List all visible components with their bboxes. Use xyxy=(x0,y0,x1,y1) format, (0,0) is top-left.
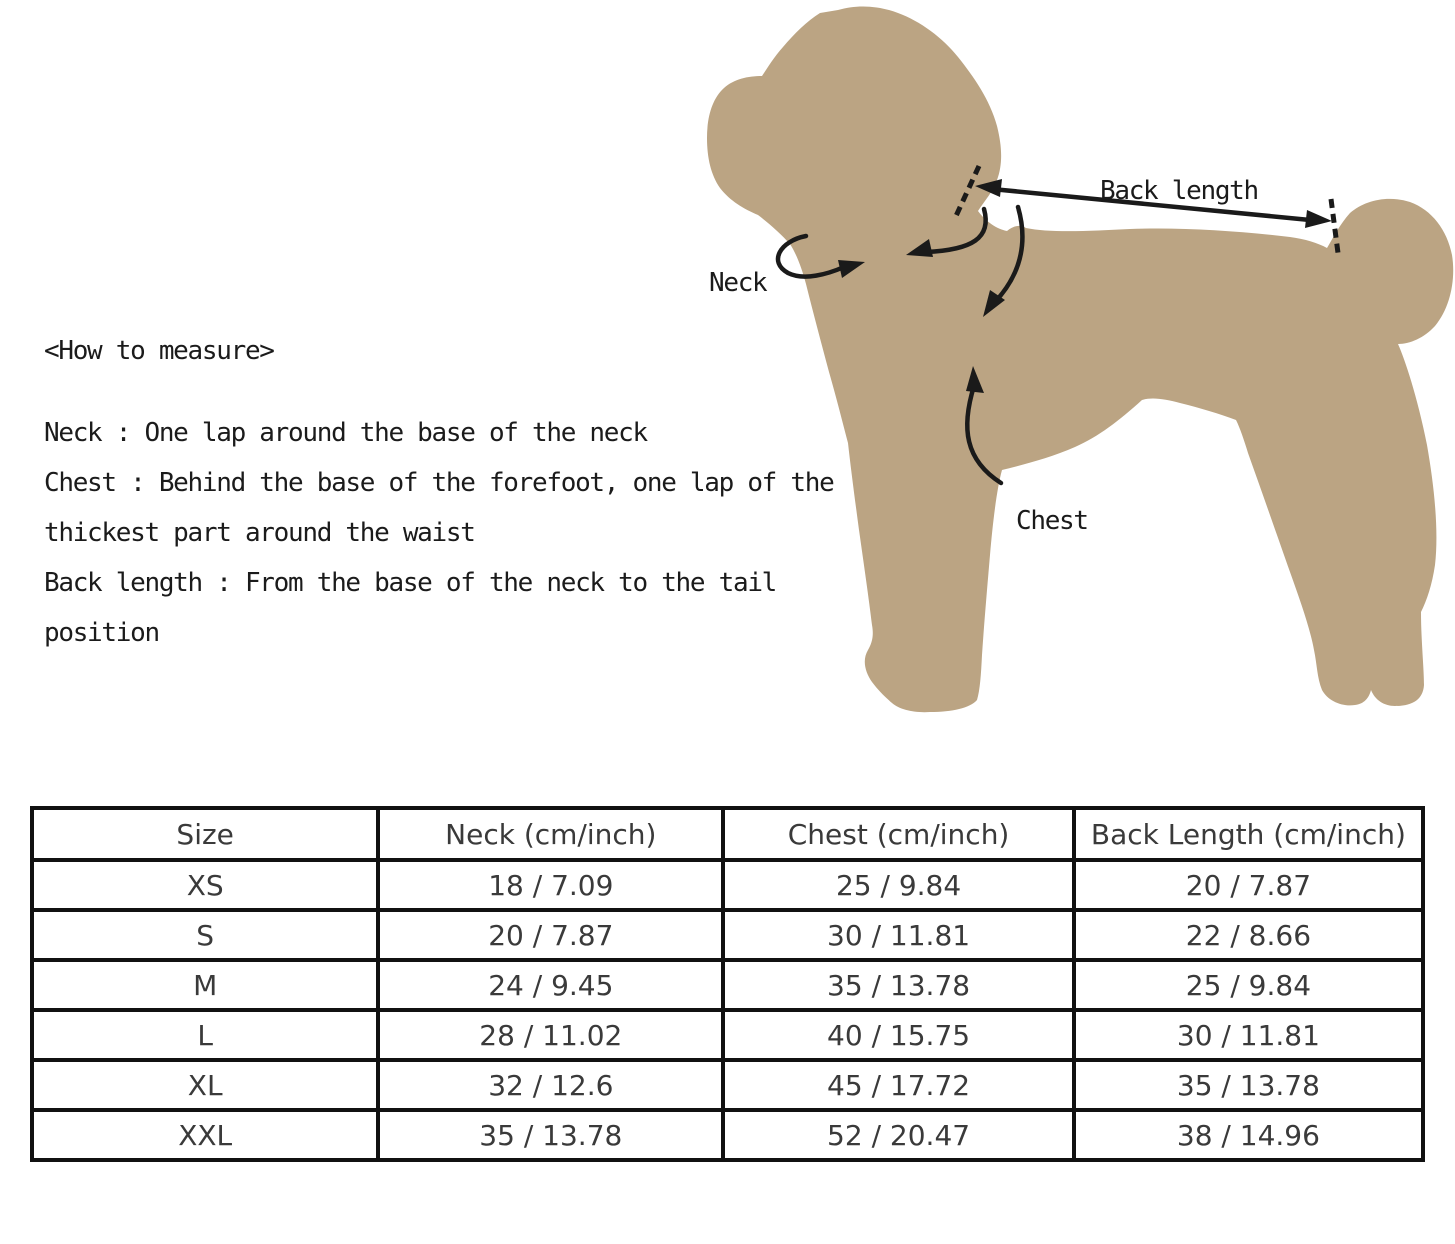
table-row-m xyxy=(32,960,1423,1010)
chest-cell: 40 / 15.75 xyxy=(723,1010,1074,1060)
neck-cell: 28 / 11.02 xyxy=(378,1010,723,1060)
table-row-s xyxy=(32,910,1423,960)
back-length-cell: 22 / 8.66 xyxy=(1074,910,1423,960)
chest-cell: 25 / 9.84 xyxy=(723,860,1074,910)
how-to-measure-title: <How to measure> xyxy=(44,336,274,366)
chest-cell: 45 / 17.72 xyxy=(723,1060,1074,1110)
instruction-line-back-length: Back length : From the base of the neck to the tail xyxy=(44,568,777,598)
neck-label: Neck xyxy=(709,268,767,298)
back-length-cell: 38 / 14.96 xyxy=(1074,1110,1423,1160)
size-cell: L xyxy=(32,1010,378,1060)
col-header-back-length: Back Length (cm/inch) xyxy=(1074,808,1423,860)
col-header-chest: Chest (cm/inch) xyxy=(723,808,1074,860)
how-to-measure-instructions xyxy=(44,408,874,658)
neck-cell: 18 / 7.09 xyxy=(378,860,723,910)
size-cell: S xyxy=(32,910,378,960)
size-cell: M xyxy=(32,960,378,1010)
table-header-row xyxy=(32,808,1423,860)
back-length-label: Back length xyxy=(1100,176,1258,206)
table-row-xl xyxy=(32,1060,1423,1110)
neck-cell: 32 / 12.6 xyxy=(378,1060,723,1110)
chest-cell: 35 / 13.78 xyxy=(723,960,1074,1010)
chest-cell: 52 / 20.47 xyxy=(723,1110,1074,1160)
back-length-cell: 35 / 13.78 xyxy=(1074,1060,1423,1110)
size-cell: XS xyxy=(32,860,378,910)
instruction-line-chest: Chest : Behind the base of the forefoot, one lap of the xyxy=(44,468,834,498)
chest-label: Chest xyxy=(1016,506,1088,536)
how-to-measure-section xyxy=(44,334,874,648)
instruction-line-neck: Neck : One lap around the base of the neck xyxy=(44,418,647,448)
size-cell: XL xyxy=(32,1060,378,1110)
table-row-xs xyxy=(32,860,1423,910)
instruction-line-back-length-cont: position xyxy=(44,618,159,648)
neck-cell: 20 / 7.87 xyxy=(378,910,723,960)
col-header-neck: Neck (cm/inch) xyxy=(378,808,723,860)
col-header-size: Size xyxy=(32,808,378,860)
back-length-cell: 20 / 7.87 xyxy=(1074,860,1423,910)
instruction-line-chest-cont: thickest part around the waist xyxy=(44,518,475,548)
back-length-cell: 30 / 11.81 xyxy=(1074,1010,1423,1060)
size-cell: XXL xyxy=(32,1110,378,1160)
table-row-xxl xyxy=(32,1110,1423,1160)
size-chart-table xyxy=(30,806,1425,1162)
arrowhead-icon xyxy=(1305,210,1332,228)
table-row-l xyxy=(32,1010,1423,1060)
back-length-cell: 25 / 9.84 xyxy=(1074,960,1423,1010)
chest-cell: 30 / 11.81 xyxy=(723,910,1074,960)
neck-cell: 24 / 9.45 xyxy=(378,960,723,1010)
neck-cell: 35 / 13.78 xyxy=(378,1110,723,1160)
